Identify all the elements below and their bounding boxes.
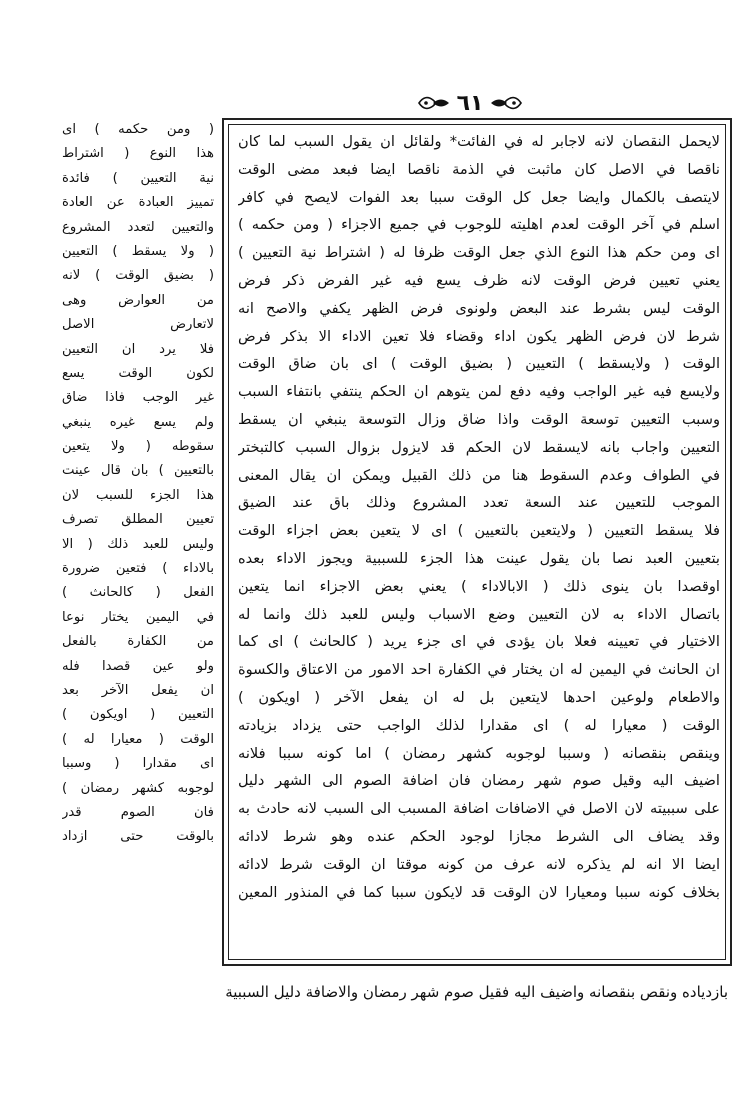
- main-text-line: والاطعام ولوعين احدها لايتعين بل له ان يفعل الآخر ( اويكون ): [238, 688, 720, 706]
- main-text-line: ايضا الا انه لم يذكره لانه عرف من كونه موقتا ان الوقت شرط لادائه: [238, 855, 720, 873]
- margin-text-line: فلا يرد ان التعيين: [62, 341, 214, 357]
- main-text-line: بخلاف كونه سببا ومعيارا لان الوقت قد لايكون سببا كما في المنذور المعين: [238, 883, 720, 901]
- margin-text-line: غير الوجب فاذا ضاق: [62, 390, 214, 406]
- main-text-line: وسبب التعيين توسعة الوقت واذا ضاق وزال التوسعة ينبغي ان يسقط: [238, 410, 720, 428]
- margin-text-line: ولم يسع غيره ينبغي: [62, 414, 214, 430]
- main-text-line: يعني تعيين فرض الوقت لانه ظرف يسع فيه غير الفرض ذكر فرض: [238, 271, 720, 289]
- margin-text-line: لاتعارض الاصل: [62, 317, 214, 333]
- margin-text-line: بالتعيين ) بان قال عينت: [62, 463, 214, 479]
- main-text-line: بتعيين العبد نصا بان يقول عينت هذا الجزء للسببية ويجوز الاداء بعده: [238, 549, 720, 567]
- margin-text-line: ولو عين قصدا فله: [62, 658, 214, 674]
- margin-text-line: وليس للعبد ذلك ( الا: [62, 536, 214, 552]
- margin-text-line: والتعيين لتعدد المشروع: [62, 219, 214, 235]
- margin-text-line: هذا الجزء للسبب لان: [62, 487, 214, 503]
- main-text-line: الاختيار في تعيينه فعلا بان يؤدى في اى جزء يريد ( كالحانث ) اى كما: [238, 633, 720, 651]
- margin-text-line: بالوقت حتى ازداد: [62, 829, 214, 845]
- main-text-line: ولايسع فيه غير الواجب وفيه دفع لمن يتوهم ان الحكم ينتفي بانتفاء السبب: [238, 383, 720, 401]
- main-text-line: ناقصا في الاصل كان ماثبت في الذمة ناقصا ايضا فبعد مضى الوقت: [238, 160, 720, 178]
- main-text-block: [238, 128, 720, 906]
- margin-text-line: ان يفعل الآخر بعد: [62, 682, 214, 698]
- margin-text-line: في اليمين يختار نوعا: [62, 609, 214, 625]
- main-text-line: اى ومن حكم هذا النوع الذي جعل الوقت ظرفا له ( اشتراط نية التعيين ): [238, 244, 720, 262]
- main-text-line: وقد يضاف الى الشرط مجازا لوجود الحكم عنده وهو شرط لادائه: [238, 827, 720, 845]
- main-text-line: الوقت ( معيارا له ) اى مقدارا لذلك الواجب حتى يزداد بزيادته: [238, 716, 720, 734]
- footer-text-line: بازدياده ونقص بنقصانه واضيف اليه فقيل صوم شهر رمضان والاضافة دليل السببية: [225, 983, 728, 1001]
- main-text-line: الموجب للتعيين عند السعة تعدد المشروع وذلك باق عند الضيق: [238, 494, 720, 512]
- main-text-line: شرط لان فرض الظهر يكون اداء وقضاء فلا تعين الاداء الا بذكر فرض: [238, 327, 720, 345]
- right-ornament-icon: [489, 92, 523, 114]
- margin-text-line: لكون الوقت يسع: [62, 365, 214, 381]
- margin-text-line: فان الصوم قدر: [62, 804, 214, 820]
- margin-text-line: تمييز العبادة عن العادة: [62, 195, 214, 211]
- main-text-line: فلا يسقط التعيين ( ولايتعين بالتعيين ) اى لا يتعين بعض اجزاء الوقت: [238, 522, 720, 540]
- margin-text-line: نية التعيين ) فائدة: [62, 170, 214, 186]
- margin-text-line: ( بضيق الوقت ) لانه: [62, 268, 214, 284]
- main-text-line: باتصال الاداء به لان التعيين وضع الاسباب وليس للعبد ذلك وانما له: [238, 605, 720, 623]
- main-text-line: اوقصدا بان ينوى ذلك ( الابالاداء ) يعني بعض الاجزاء انما يتعين: [238, 577, 720, 595]
- main-text-line: الوقت ليس بشرط عند البعض ولونوى فرض الظهر يكفي والاصح انه: [238, 299, 720, 317]
- margin-text-line: تعيين المطلق تصرف: [62, 512, 214, 528]
- main-text-line: اسلم في آخر الوقت لعدم اهليته للوجوب في جميع الاجزاء ( ومن حكمه ): [238, 216, 720, 234]
- left-ornament-icon: [417, 92, 451, 114]
- margin-text-line: اى مقدارا ( وسببا: [62, 756, 214, 772]
- margin-text-line: لوجوبه كشهر رمضان ): [62, 780, 214, 796]
- margin-text-line: ( ولا يسقط ) التعيين: [62, 243, 214, 259]
- main-text-line: على سببيته لان الاصل في الاضافات اضافة المسبب الى السبب لانه حادث به: [238, 800, 720, 818]
- margin-text-line: من العوارض وهى: [62, 292, 214, 308]
- main-text-line: التعيين واجاب بانه لايسقط لان الحكم قد لايزول بزوال السبب كالتبختر: [238, 438, 720, 456]
- margin-text-line: بالاداء ) فتعين ضرورة: [62, 561, 214, 577]
- main-text-line: لايحمل النقصان لانه لاجابر له في الفائت* ولقائل ان يقول السبب لما كان: [238, 133, 720, 150]
- page-header: [400, 88, 540, 118]
- margin-commentary: [62, 118, 214, 850]
- margin-text-line: ( ومن حكمه ) اى: [62, 122, 214, 137]
- main-text-line: وينقص بنقصانه ( وسببا لوجوبه كشهر رمضان ) اما كونه سببا فلانه: [238, 744, 720, 762]
- main-text-line: اضيف اليه وقيل صوم شهر رمضان فان اضافة الصوم الى الشهر دليل: [238, 772, 720, 790]
- main-text-line: الوقت ( ولايسقط ) التعيين ( بضيق الوقت ) اى بان ضاق الوقت: [238, 355, 720, 373]
- margin-text-line: سقوطه ( ولا يتعين: [62, 439, 214, 455]
- main-text-frame: [222, 118, 732, 966]
- main-text-line: في الطواف وعدم السقوط هنا من ذلك القبيل ويمكن ان يقال المعنى: [238, 466, 720, 484]
- page-number: ٦١: [456, 90, 484, 116]
- main-text-line: ان الحانث في اليمين له ان يختار في الكفارة احد الامور من الاعتاق والكسوة: [238, 661, 720, 679]
- margin-text-line: الوقت ( معيارا له ): [62, 731, 214, 747]
- main-text-line: لايتصف بالكمال وايضا جعل كل الوقت سببا بعد الفوات لايصح في كافر: [238, 188, 720, 206]
- margin-text-line: من الكفارة بالفعل: [62, 634, 214, 650]
- margin-text-line: الفعل ( كالحانث ): [62, 585, 214, 601]
- margin-text-line: هذا النوع ( اشتراط: [62, 146, 214, 162]
- margin-text-line: التعيين ( اويكون ): [62, 707, 214, 723]
